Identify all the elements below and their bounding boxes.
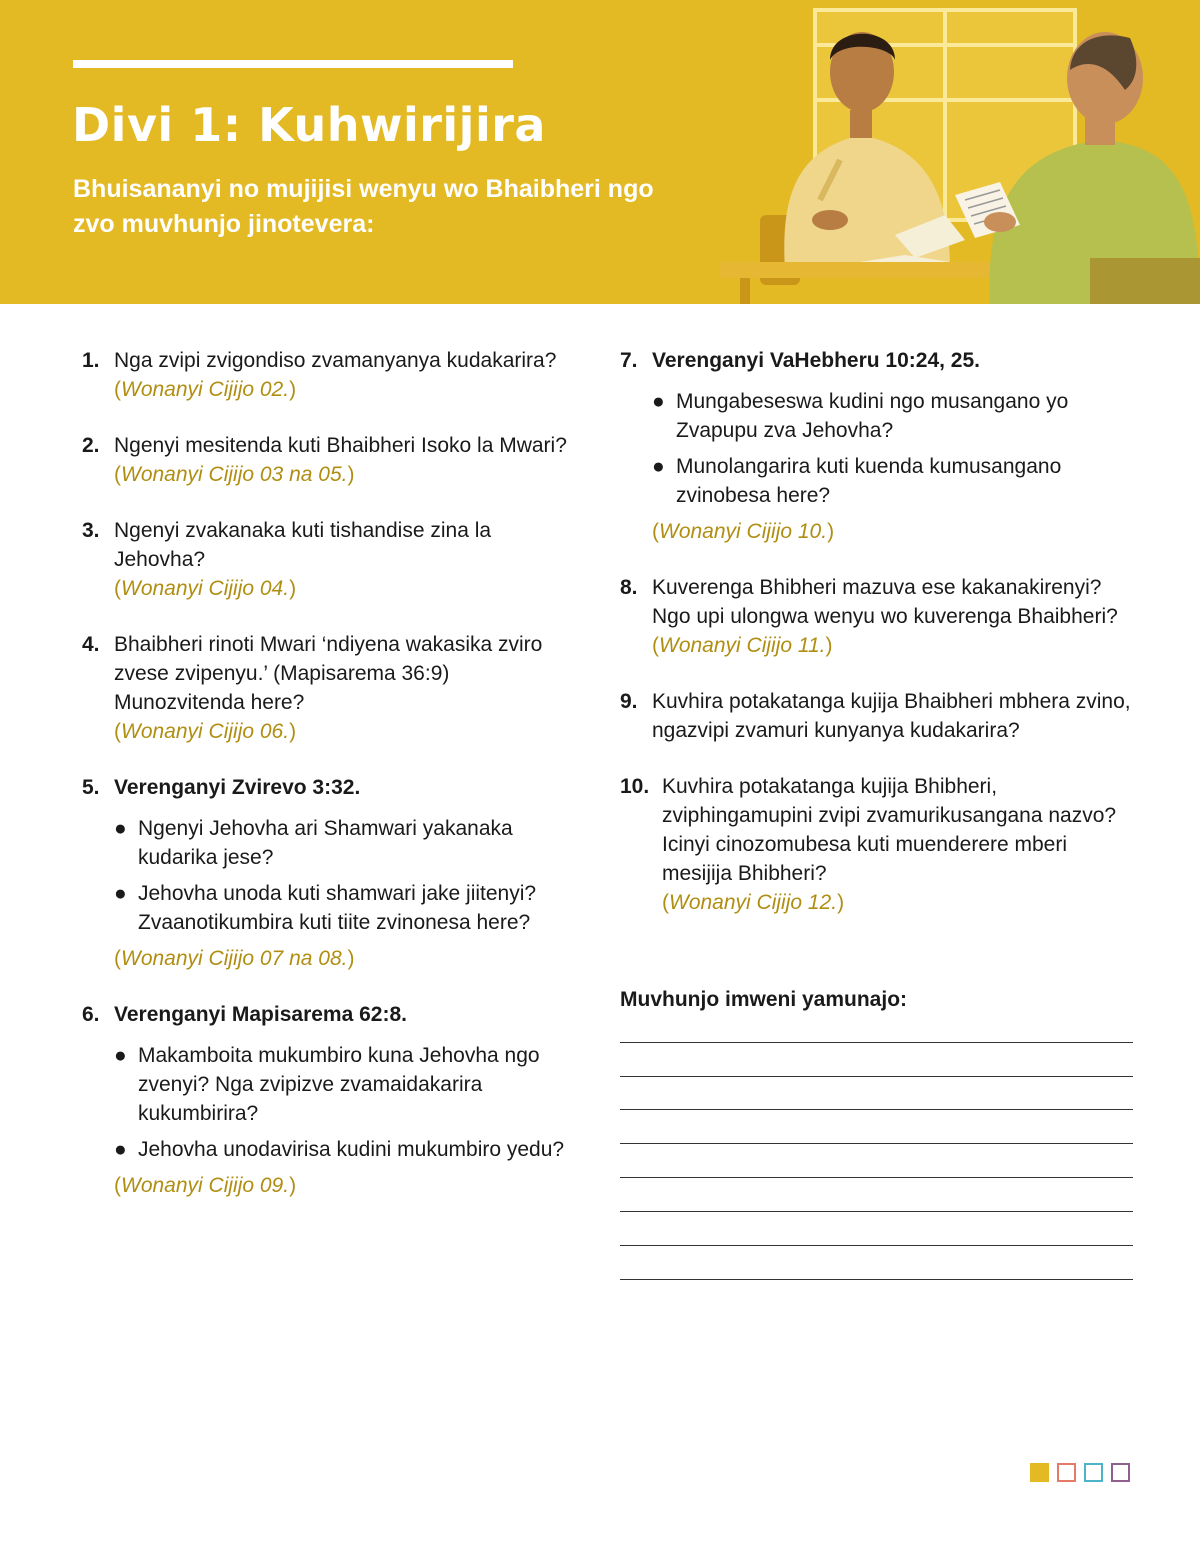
page-title: Divi 1: Kuhwirijira xyxy=(72,98,546,152)
question-text: Ngenyi zvakanaka kuti tishandise zina la Jehovha? xyxy=(114,519,492,571)
note-writing-line[interactable] xyxy=(620,1076,1133,1077)
outline-square-icon xyxy=(1111,1463,1130,1482)
question-item xyxy=(82,346,582,404)
bullet-icon: ● xyxy=(652,390,665,413)
sub-question-list xyxy=(114,1041,582,1164)
lesson-reference: (Wonanyi Cijijo 10.) xyxy=(652,520,835,543)
question-number: 4. xyxy=(82,633,100,656)
question-number: 1. xyxy=(82,349,100,372)
lesson-reference: (Wonanyi Cijijo 07 na 08.) xyxy=(114,947,355,970)
bullet-icon: ● xyxy=(114,1044,127,1067)
question-item xyxy=(82,516,582,603)
filled-square-icon xyxy=(1030,1463,1049,1482)
decorative-squares xyxy=(1030,1463,1130,1482)
reading-instruction: Verenganyi VaHebheru 10:24, 25. xyxy=(652,349,981,372)
question-number: 5. xyxy=(82,776,100,799)
reading-instruction: Verenganyi Zvirevo 3:32. xyxy=(114,776,361,799)
questions-right-column xyxy=(620,346,1140,944)
question-item xyxy=(82,773,582,973)
bullet-icon: ● xyxy=(114,817,127,840)
question-item xyxy=(620,687,1140,745)
outline-square-icon xyxy=(1057,1463,1076,1482)
note-writing-line[interactable] xyxy=(620,1177,1133,1178)
lesson-reference: (Wonanyi Cijijo 09.) xyxy=(114,1174,297,1197)
bullet-icon: ● xyxy=(114,882,127,905)
sub-question: ● Ngenyi Jehovha ari Shamwari yakanaka kudarika jese? xyxy=(114,814,582,872)
sub-question-list xyxy=(652,387,1140,510)
outline-square-icon xyxy=(1084,1463,1103,1482)
question-number: 9. xyxy=(620,690,638,713)
note-writing-line[interactable] xyxy=(620,1211,1133,1212)
lesson-reference: (Wonanyi Cijijo 03 na 05.) xyxy=(114,463,355,486)
lesson-reference: (Wonanyi Cijijo 04.) xyxy=(114,577,297,600)
lesson-reference: (Wonanyi Cijijo 02.) xyxy=(114,378,297,401)
question-item xyxy=(82,1000,582,1200)
question-item xyxy=(620,772,1140,917)
question-number: 7. xyxy=(620,349,638,372)
header-banner xyxy=(0,0,1200,304)
question-item xyxy=(620,346,1140,546)
sub-question: ● Jehovha unodavirisa kudini mukumbiro yedu? xyxy=(114,1135,582,1164)
question-number: 6. xyxy=(82,1003,100,1026)
sub-question: ● Munolangarira kuti kuenda kumusangano zvinobesa here? xyxy=(652,452,1140,510)
sub-question: ● Mungabeseswa kudini ngo musangano yo Zvapupu zva Jehovha? xyxy=(652,387,1140,445)
lesson-reference: (Wonanyi Cijijo 06.) xyxy=(114,720,297,743)
question-text: Kuverenga Bhibheri mazuva ese kakanakirenyi? Ngo upi ulongwa wenyu wo kuverenga Bhaibheri? xyxy=(652,576,1118,628)
question-number: 8. xyxy=(620,576,638,599)
note-writing-line[interactable] xyxy=(620,1109,1133,1110)
note-writing-line[interactable] xyxy=(620,1245,1133,1246)
question-item xyxy=(82,630,582,746)
question-text: Ngenyi mesitenda kuti Bhaibheri Isoko la Mwari? xyxy=(114,434,567,457)
note-writing-line[interactable] xyxy=(620,1143,1133,1144)
notes-label: Muvhunjo imweni yamunajo: xyxy=(620,988,908,1011)
study-illustration xyxy=(700,0,1200,304)
lesson-reference: (Wonanyi Cijijo 11.) xyxy=(652,634,833,657)
bullet-icon: ● xyxy=(652,455,665,478)
note-writing-line[interactable] xyxy=(620,1042,1133,1043)
question-text: Kuvhira potakatanga kujija Bhibheri, zviphingamupini zvipi zvamurikusangana nazvo? Icinyi cinozomubesa kuti muenderere mberi mesijija Bhibheri? xyxy=(662,775,1117,885)
question-text: Nga zvipi zvigondiso zvamanyanya kudakarira? xyxy=(114,349,557,372)
note-writing-line[interactable] xyxy=(620,1279,1133,1280)
question-text: Bhaibheri rinoti Mwari ‘ndiyena wakasika zviro zvese zvipenyu.’ (Mapisarema 36:9) Munozvitenda here? xyxy=(114,633,543,714)
lesson-reference: (Wonanyi Cijijo 12.) xyxy=(662,891,845,914)
question-item xyxy=(620,573,1140,660)
sub-question-list xyxy=(114,814,582,937)
title-rule xyxy=(73,60,513,68)
question-number: 3. xyxy=(82,519,100,542)
question-item xyxy=(82,431,582,489)
question-text: Kuvhira potakatanga kujija Bhaibheri mbhera zvino, ngazvipi zvamuri kunyanya kudakarira? xyxy=(652,690,1131,742)
page-subtitle: Bhuisananyi no mujijisi wenyu wo Bhaibheri ngo zvo muvhunjo jinotevera: xyxy=(73,175,654,238)
reading-instruction: Verenganyi Mapisarema 62:8. xyxy=(114,1003,407,1026)
question-number: 2. xyxy=(82,434,100,457)
sub-question: ● Makamboita mukumbiro kuna Jehovha ngo zvenyi? Nga zvipizve zvamaidakarira kukumbirira? xyxy=(114,1041,582,1128)
sub-question: ● Jehovha unoda kuti shamwari jake jiitenyi? Zvaanotikumbira kuti tiite zvinonesa here? xyxy=(114,879,582,937)
questions-left-column xyxy=(82,346,582,1227)
bullet-icon: ● xyxy=(114,1138,127,1161)
question-number: 10. xyxy=(620,775,650,798)
